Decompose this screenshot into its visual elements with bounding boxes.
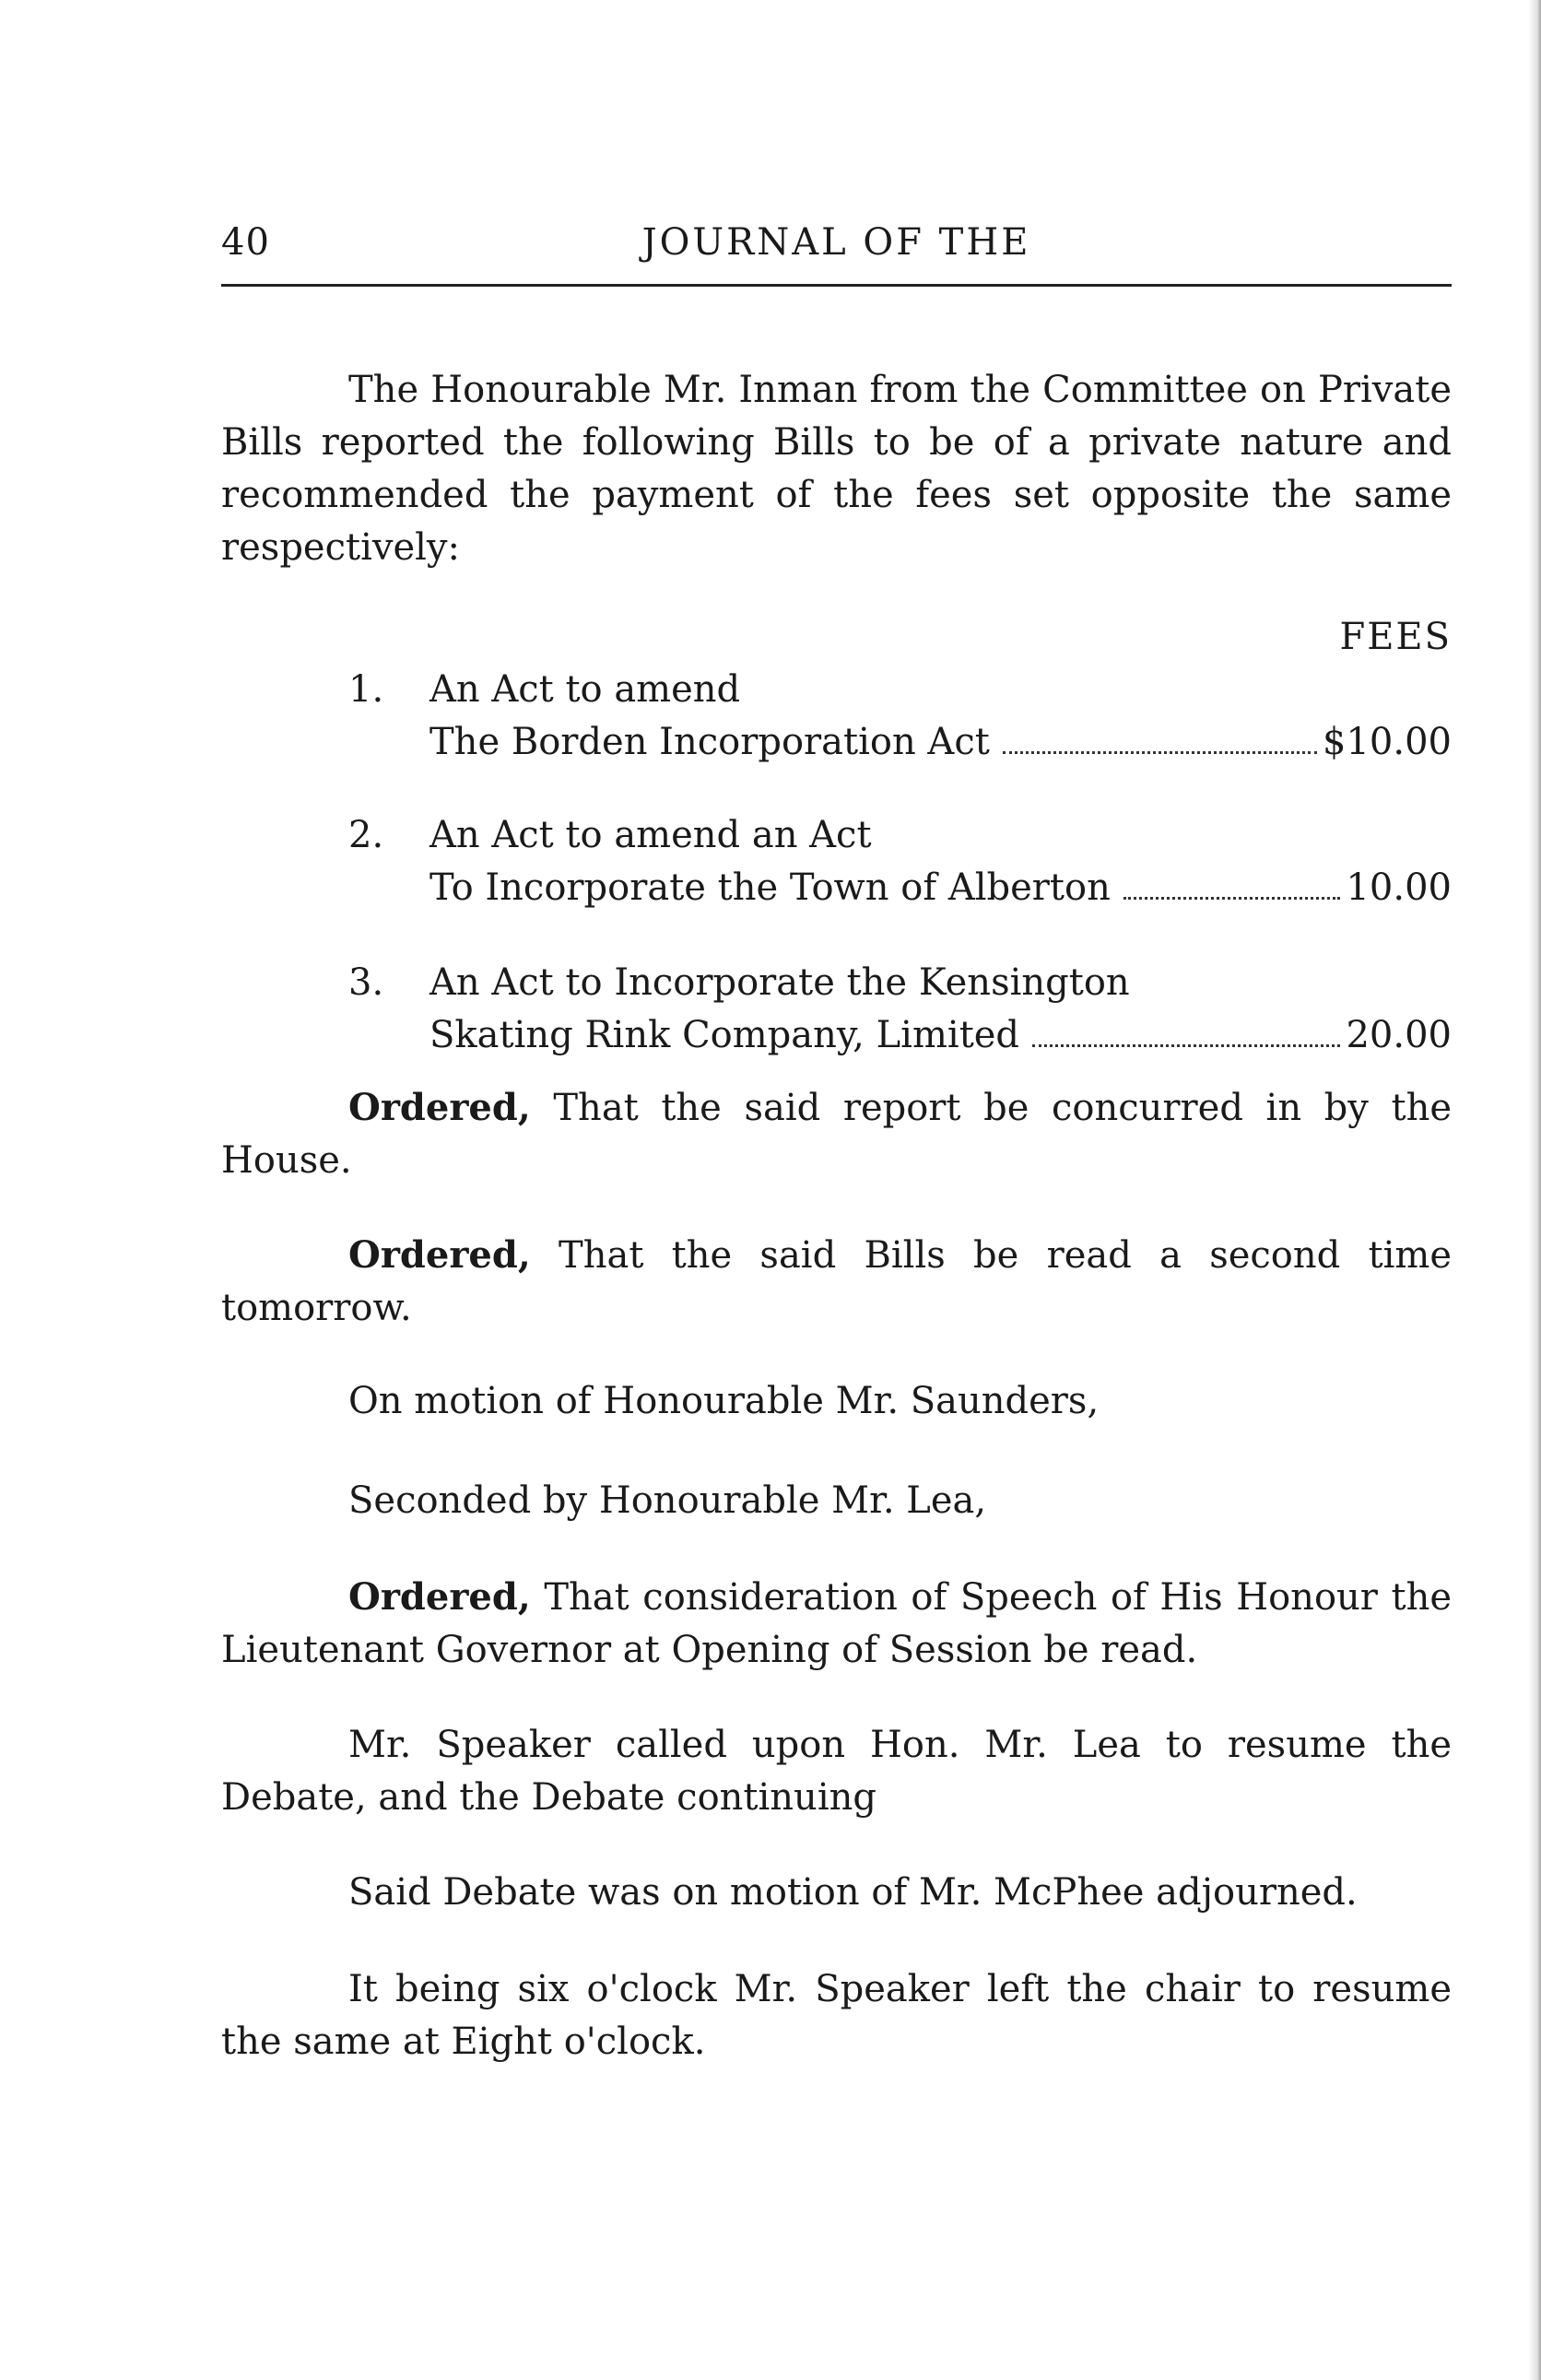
bill-title-line2-row	[429, 716, 1452, 769]
bill-title-line2-row	[429, 1009, 1452, 1062]
seconded-paragraph: Seconded by Honourable Mr. Lea,	[348, 1479, 987, 1522]
bill-number: 1.	[348, 668, 384, 711]
bill-item	[348, 664, 1452, 769]
ordered-label: Ordered,	[348, 1575, 531, 1619]
adjourned-paragraph: Said Debate was on motion of Mr. McPhee adjourned.	[348, 1871, 1358, 1914]
bill-item	[348, 957, 1452, 1062]
bill-fee: 10.00	[1346, 866, 1452, 909]
bill-number: 3.	[348, 961, 384, 1004]
page-number: 40	[221, 221, 270, 264]
order-text: That the said report be concurred in by the House.	[221, 1087, 1452, 1182]
order-text: That consideration of Speech of His Honour the Lieutenant Governor at Opening of Session be read.	[221, 1576, 1452, 1671]
running-head: JOURNAL OF THE	[641, 221, 1031, 264]
order-text: That the said Bills be read a second time tomorrow.	[221, 1234, 1452, 1329]
fees-heading: FEES	[1339, 616, 1452, 658]
bill-title-line2-row	[429, 862, 1452, 914]
ordered-label: Ordered,	[348, 1233, 531, 1277]
order-concur-paragraph	[221, 1081, 1452, 1187]
header-rule	[221, 284, 1452, 287]
bill-title-line2: To Incorporate the Town of Alberton	[429, 866, 1111, 909]
bill-fee: 20.00	[1346, 1014, 1452, 1056]
motion-paragraph: On motion of Honourable Mr. Saunders,	[348, 1380, 1100, 1422]
order-second-reading-paragraph	[221, 1229, 1452, 1335]
page-edge-shadow	[1528, 0, 1541, 2380]
dot-leader	[1032, 1044, 1340, 1047]
bill-title-line2: The Borden Incorporation Act	[429, 721, 990, 763]
speaker-paragraph: Mr. Speaker called upon Hon. Mr. Lea to resume the Debate, and the Debate continuing	[221, 1724, 1452, 1819]
bill-title-line1: An Act to Incorporate the Kensington	[429, 961, 1130, 1004]
order-speech-paragraph	[221, 1571, 1452, 1677]
page-header	[221, 221, 1452, 277]
bill-item	[348, 809, 1452, 914]
bill-title-line2: Skating Rink Company, Limited	[429, 1014, 1020, 1056]
bill-fee: $10.00	[1323, 721, 1452, 763]
recess-paragraph: It being six o'clock Mr. Speaker left the chair to resume the same at Eight o'clock.	[221, 1968, 1452, 2063]
dot-leader	[1003, 751, 1317, 754]
bill-title-line1: An Act to amend an Act	[429, 814, 872, 856]
intro-paragraph: The Honourable Mr. Inman from the Committee on Private Bills reported the following Bills to be of a private nature and recommended the payment of the fees set opposite the same respectively:	[221, 369, 1452, 569]
bill-title-line1: An Act to amend	[429, 668, 741, 711]
ordered-label: Ordered,	[348, 1086, 531, 1129]
bill-number: 2.	[348, 814, 384, 856]
dot-leader	[1123, 897, 1341, 900]
